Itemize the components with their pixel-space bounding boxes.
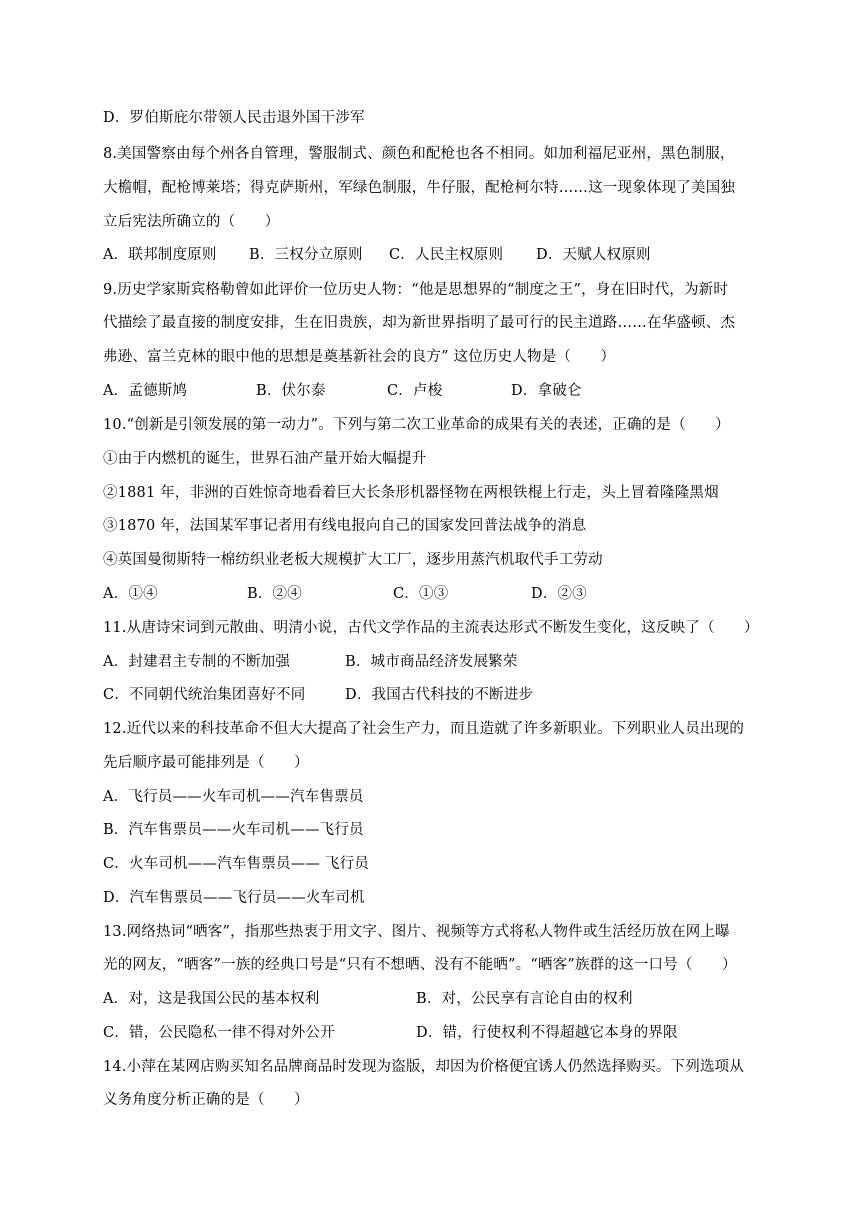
q9-stem-line2: 代描绘了最直接的制度安排，生在旧贵族，却为新世界指明了最可行的民主道路……在华盛顿、杰 [103,315,736,331]
q9-stem-line1: 9.历史学家斯宾格勒曾如此评价一位历史人物：“他是思想界的“制度之王”，身在旧时代，为新时 [103,282,729,298]
q13-stem-line1: 13.网络热词“晒客”，指那些热衷于用文字、图片、视频等方式将私人物件或生活经历放在网上曝 [103,924,730,940]
q11-option-a: A．封建君主专制的不断加强 [103,654,291,670]
q9-option-a: A．孟德斯鸠 [103,383,188,399]
q11-stem: 11.从唐诗宋词到元散曲、明清小说，古代文学作品的主流表达形式不断发生变化，这反映了（ ） [103,620,759,636]
q10-option-b: B．②④ [247,586,302,602]
q9-options [103,381,763,401]
q10-option-c: C．①③ [393,586,449,602]
q13-option-b: B．对，公民享有言论自由的权利 [416,991,633,1007]
q11-options-row1 [103,652,763,672]
q11-option-d: D．我国古代科技的不断进步 [345,687,534,703]
q13-option-c: C．错，公民隐私一律不得对外公开 [103,1025,335,1041]
q13-stem-line2: 光的网友，“晒客”一族的经典口号是“只有不想晒、没有不能晒”。“晒客”族群的这一口号（ ） [103,957,737,973]
q7-option-d: D．罗伯斯庇尔带领人民击退外国干涉军 [103,110,365,126]
q8-option-c: C．人民主权原则 [389,247,504,263]
q12-option-a: A．飞行员——火车司机——汽车售票员 [103,789,364,805]
q9-stem-line3: 弗逊、富兰克林的眼中他的思想是奠基新社会的良方” 这位历史人物是（ ） [103,349,616,365]
q10-item-4: ④英国曼彻斯特一棉纺织业老板大规模扩大工厂，逐步用蒸汽机取代手工劳动 [103,552,603,568]
q11-options-row2 [103,685,763,705]
q8-option-a: A．联邦制度原则 [103,247,217,263]
q10-option-d: D．②③ [531,586,587,602]
q12-option-b: B．汽车售票员——火车司机——飞行员 [103,822,364,838]
q8-option-b: B．三权分立原则 [249,247,363,263]
q8-stem-line3: 立后宪法所确立的（ ） [103,214,280,230]
q10-item-3: ③1870 年，法国某军事记者用有线电报向自己的国家发回普法战争的消息 [103,518,587,534]
q10-item-2: ②1881 年，非洲的百姓惊奇地看着巨大长条形机器怪物在两根铁棍上行走，头上冒着隆隆黑烟 [103,485,719,501]
q10-option-a: A．①④ [103,586,158,602]
q12-option-c: C．火车司机——汽车售票员—— 飞行员 [103,856,370,872]
q9-option-d: D．拿破仑 [511,383,582,399]
q8-stem-line2: 大檐帽，配枪博莱塔；得克萨斯州，军绿色制服，牛仔服，配枪柯尔特……这一现象体现了美国独 [103,180,736,196]
q12-option-d: D．汽车售票员——飞行员——火车司机 [103,890,365,906]
q13-options-row2 [103,1023,763,1043]
q10-options [103,584,763,604]
q11-option-c: C．不同朝代统治集团喜好不同 [103,687,306,703]
q9-option-b: B．伏尔泰 [256,383,326,399]
q13-option-a: A．对，这是我国公民的基本权利 [103,991,320,1007]
q9-option-c: C．卢梭 [387,383,443,399]
q10-item-1: ①由于内燃机的诞生，世界石油产量开始大幅提升 [103,451,427,467]
q13-option-d: D．错，行使权利不得超越它本身的界限 [416,1025,678,1041]
q8-stem-line1: 8.美国警察由每个州各自管理，警服制式、颜色和配枪也各不相同。如加利福尼亚州，黑色制服， [103,146,735,162]
q8-options [103,245,763,265]
q8-option-d: D．天赋人权原则 [536,247,651,263]
q11-option-b: B．城市商品经济发展繁荣 [345,654,518,670]
q14-stem-line2: 义务角度分析正确的是（ ） [103,1092,309,1108]
q13-options-row1 [103,989,763,1009]
q14-stem-line1: 14.小萍在某网店购买知名品牌商品时发现为盗版，却因为价格便宜诱人仍然选择购买。下列选项从 [103,1059,745,1075]
q12-stem-line2: 先后顺序最可能排列是（ ） [103,755,309,771]
q12-stem-line1: 12.近代以来的科技革命不但大大提高了社会生产力，而且造就了许多新职业。下列职业人员出现的 [103,721,745,737]
q10-stem: 10.“创新是引领发展的第一动力”。下列与第二次工业革命的成果有关的表述，正确的是（ ） [103,417,730,433]
